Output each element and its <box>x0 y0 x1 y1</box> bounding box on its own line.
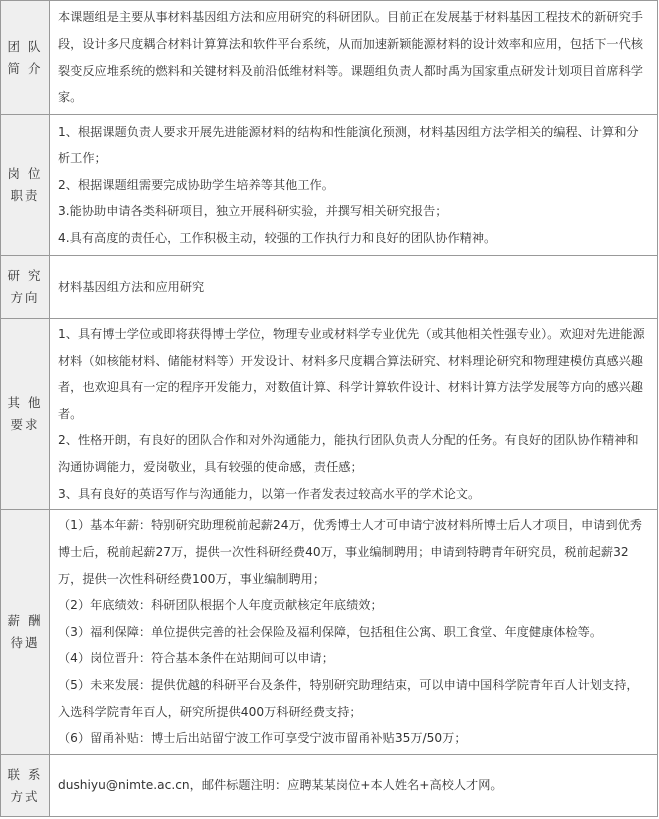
label-line: 要求 <box>10 417 40 433</box>
label-line: 研 究 <box>7 268 43 283</box>
label-responsibilities <box>1 115 50 256</box>
label-line: 方式 <box>10 788 40 804</box>
label-line: 岗 位 <box>7 166 43 181</box>
content-team-intro <box>50 1 658 115</box>
content-line: 材料基因组方法和应用研究 <box>58 279 205 294</box>
content-line: 2、性格开朗，有良好的团队合作和对外沟通能力，能执行团队负责人分配的任务。有良好的团队协作精神和沟通协调能力，爱岗敬业，具有较强的使命感，责任感； <box>58 433 639 474</box>
label-salary-benefits <box>1 510 50 755</box>
label-team-intro <box>1 1 50 115</box>
row-other-requirements <box>1 319 658 510</box>
label-line: 方向 <box>10 290 40 305</box>
content-line: 3、具有良好的英语写作与沟通能力，以第一作者发表过较高水平的学术论文。 <box>58 486 481 501</box>
row-contact <box>1 755 658 817</box>
content-line: （6）留甬补贴：博士后出站留宁波工作可享受宁波市留甬补贴35万/50万； <box>58 731 467 746</box>
contact-email-line: dushiyu@nimte.ac.cn，邮件标题注明：应聘某某岗位+本人姓名+高校人才网。 <box>58 778 503 793</box>
content-line: （4）岗位晋升：符合基本条件在站期间可以申请； <box>58 651 334 666</box>
label-research-direction <box>1 256 50 319</box>
content-line: 2、根据课题组需要完成协助学生培养等其他工作。 <box>58 177 334 192</box>
content-line: 3.能协助申请各类科研项目，独立开展科研实验，并撰写相关研究报告； <box>58 204 448 219</box>
label-line: 简 介 <box>7 60 43 76</box>
content-salary-benefits <box>50 510 658 755</box>
content-line: （2）年底绩效：科研团队根据个人年度贡献核定年底绩效； <box>58 598 383 613</box>
label-other-requirements <box>1 319 50 510</box>
content-line: （1）基本年薪：特别研究助理税前起薪24万，优秀博士人才可申请宁波材料所博士后人才项目，申请到优秀博士后，税前起薪27万，提供一次性科研经费40万，事业编制聘用；申请到特聘青年研究员，税前起薪32万，提供一次性科研经费100万，事业编制聘用； <box>58 518 642 586</box>
content-line: 1、具有博士学位或即将获得博士学位，物理专业或材料学专业优先（或其他相关性强专业）。欢迎对先进能源材料（如核能材料、储能材料等）开发设计、材料多尺度耦合算法研究、材料理论研究和物理建模仿真感兴趣者，也欢迎具有一定的程序开发能力，对数值计算、科学计算软件设计、材料计算方法学发展等方向的感兴趣者。 <box>58 327 645 421</box>
content-line: 本课题组是主要从事材料基因组方法和应用研究的科研团队。目前正在发展基于材料基因工程技术的新研究手段，设计多尺度耦合材料计算算法和软件平台系统，从而加速新颖能源材料的设计效率和应用，包括下一代核裂变反应堆系统的燃料和关键材料及前沿低维材料等。课题组负责人都时禹为国家重点研发计划项目首席科学家。 <box>58 10 643 105</box>
row-team-intro <box>1 1 658 115</box>
row-research-direction <box>1 256 658 319</box>
label-line: 联 系 <box>7 766 43 782</box>
content-line: （3）福利保障：单位提供完善的社会保险及福利保障，包括租住公寓、职工食堂、年度健康体检等。 <box>58 624 603 639</box>
content-research-direction <box>50 256 658 319</box>
label-line: 薪 酬 <box>7 613 43 629</box>
label-line: 团 队 <box>7 38 43 54</box>
label-line: 其 他 <box>7 395 43 411</box>
content-line: 4.具有高度的责任心，工作积极主动，较强的工作执行力和良好的团队协作精神。 <box>58 230 497 245</box>
label-line: 职责 <box>10 188 40 203</box>
content-line: （5）未来发展：提供优越的科研平台及条件，特别研究助理结束，可以申请中国科学院青年百人计划支持，入选科学院青年百人，研究所提供400万科研经费支持； <box>58 678 639 719</box>
row-salary-benefits <box>1 510 658 755</box>
content-other-requirements <box>50 319 658 510</box>
content-responsibilities <box>50 115 658 256</box>
label-line: 待遇 <box>10 635 40 651</box>
content-line: 1、根据课题负责人要求开展先进能源材料的结构和性能演化预测，材料基因组方法学相关的编程、计算和分析工作； <box>58 124 639 166</box>
content-contact <box>50 755 658 817</box>
label-contact <box>1 755 50 817</box>
row-responsibilities <box>1 115 658 256</box>
